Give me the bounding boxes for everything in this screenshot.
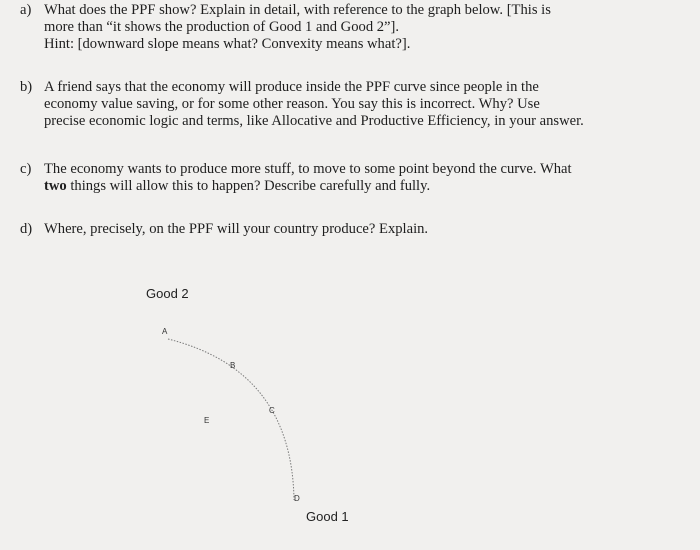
question-c-label: c) [20, 161, 32, 177]
point-b-label: B [230, 361, 236, 370]
question-a-line-1: What does the PPF show? Explain in detail, with reference to the graph below. [This is [44, 2, 551, 18]
question-b-line-1: A friend says that the economy will produce inside the PPF curve since people in the [44, 79, 539, 95]
question-b-line-3: precise economic logic and terms, like Allocative and Productive Efficiency, in your answer. [44, 113, 584, 129]
question-b-line-2: economy value saving, or for some other reason. You say this is incorrect. Why? Use [44, 96, 540, 112]
point-e-label: E [204, 416, 210, 425]
question-a-label: a) [20, 2, 32, 18]
question-b-label: b) [20, 79, 33, 95]
question-d-line-1: Where, precisely, on the PPF will your country produce? Explain. [44, 221, 429, 237]
y-axis-label: Good 2 [146, 286, 189, 301]
question-c-emphasis: two [44, 178, 67, 194]
point-d-label: D [294, 494, 300, 503]
point-a-label: A [162, 327, 168, 336]
question-a-line-3: Hint: [downward slope means what? Convexity means what?]. [44, 36, 411, 52]
x-axis-label: Good 1 [306, 509, 349, 524]
point-c-label: C [269, 406, 275, 415]
question-c-line-1: The economy wants to produce more stuff, to move to some point beyond the curve. What [44, 161, 572, 177]
question-d-label: d) [20, 221, 33, 237]
question-a-line-2: more than “it shows the production of Good 1 and Good 2”]. [44, 19, 400, 35]
question-c-line-2-rest: things will allow this to happen? Describe carefully and fully. [66, 178, 431, 194]
